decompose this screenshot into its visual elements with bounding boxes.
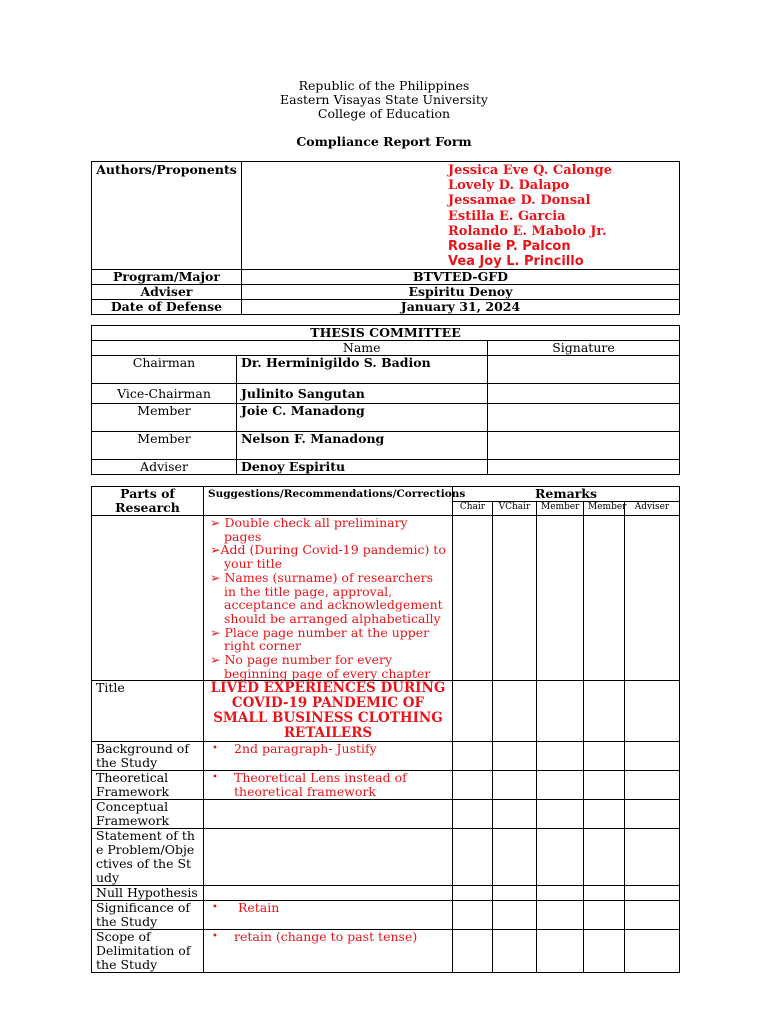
signature-cell[interactable]: [488, 404, 680, 432]
remark-cell[interactable]: [493, 742, 537, 771]
suggestion-cell: [204, 800, 453, 829]
author-name: Rosalie P. Palcon: [448, 239, 571, 255]
remark-cell[interactable]: [625, 886, 680, 901]
remark-cell[interactable]: [537, 886, 584, 901]
arrow-icon: ➢: [210, 515, 221, 530]
remark-cell[interactable]: [493, 681, 537, 742]
list-item: • retain (change to past tense): [212, 929, 418, 945]
remark-cell[interactable]: [584, 800, 625, 829]
author-name: Rolando E. Mabolo Jr.: [448, 223, 607, 239]
remarks-header: Remarks: [453, 487, 680, 502]
committee-name: Nelson F. Manadong: [237, 432, 488, 460]
remark-cell[interactable]: [493, 516, 537, 681]
suggestion-cell: [204, 886, 453, 901]
list-item: • Theoretical Lens instead of theoretical framework: [212, 770, 407, 800]
remark-cell[interactable]: [537, 930, 584, 973]
remark-cell[interactable]: [625, 742, 680, 771]
suggestion-cell: [204, 829, 453, 886]
signature-header: Signature: [488, 341, 680, 356]
remark-cell[interactable]: [493, 771, 537, 800]
program-value: BTVTED-GFD: [242, 270, 680, 285]
remark-cell[interactable]: [584, 771, 625, 800]
signature-cell[interactable]: [488, 384, 680, 404]
remark-cell[interactable]: [453, 681, 493, 742]
form-title: Compliance Report Form: [296, 134, 472, 149]
committee-role: Chairman: [92, 356, 237, 384]
remark-cell[interactable]: [537, 681, 584, 742]
list-item: ➢ Place page number at the upper right corner: [210, 624, 430, 654]
remark-col-member: Member: [537, 502, 584, 516]
bullet-icon: •: [212, 772, 218, 784]
title-suggestion: LIVED EXPERIENCES DURING COVID-19 PANDEMIC OF SMALL BUSINESS CLOTHING RETAILERS: [204, 681, 453, 742]
committee-role: Adviser: [92, 460, 237, 475]
part-label: Scope of Delimitation of the Study: [92, 930, 204, 973]
list-item: ➢ Names (surname) of researchers in the title page, approval, acceptance and acknowledgement should be arranged alphabetically: [210, 569, 443, 626]
suggestion-cell: [204, 742, 453, 771]
header-college: College of Education: [317, 106, 451, 121]
signature-cell[interactable]: [488, 356, 680, 384]
signature-cell[interactable]: [488, 432, 680, 460]
remark-cell[interactable]: [584, 829, 625, 886]
program-label: Program/Major: [92, 270, 242, 285]
committee-name: Joie C. Manadong: [237, 404, 488, 432]
preliminary-part-cell: [92, 516, 204, 681]
bullet-icon: •: [212, 902, 218, 914]
author-name: Jessamae D. Donsal: [448, 193, 591, 209]
remark-cell[interactable]: [584, 516, 625, 681]
committee-table: [91, 325, 680, 475]
suggestion-cell: [204, 901, 453, 930]
remark-cell[interactable]: [584, 930, 625, 973]
committee-blank-header: [92, 341, 237, 356]
bullet-icon: •: [212, 743, 218, 755]
committee-name: Denoy Espiritu: [237, 460, 488, 475]
committee-role: Vice-Chairman: [92, 384, 237, 404]
part-label: Null Hypothesis: [92, 886, 204, 901]
list-item: • 2nd paragraph- Justify: [212, 741, 377, 757]
part-label: Conceptual Framework: [92, 800, 204, 829]
author-name: Jessica Eve Q. Calonge: [448, 163, 613, 178]
remark-cell[interactable]: [453, 742, 493, 771]
part-label: Background of the Study: [92, 742, 204, 771]
author-name: Vea Joy L. Princillo: [448, 254, 584, 270]
suggestion-cell: [204, 771, 453, 800]
remark-cell[interactable]: [625, 516, 680, 681]
adviser-value: Espiritu Denoy: [242, 285, 680, 300]
remark-cell[interactable]: [453, 800, 493, 829]
remark-col-vchair: VChair: [493, 502, 537, 516]
arrow-icon: ➢: [210, 652, 221, 668]
header-university: Eastern Visayas State University: [280, 92, 488, 107]
defense-value: January 31, 2024: [242, 300, 680, 315]
remark-cell[interactable]: [453, 516, 493, 681]
remark-col-adviser: Adviser: [625, 502, 680, 516]
part-label: Title: [92, 681, 204, 742]
header-republic: Republic of the Philippines: [298, 78, 470, 93]
remark-cell[interactable]: [584, 742, 625, 771]
committee-name: Julinito Sangutan: [237, 384, 488, 404]
defense-label: Date of Defense: [92, 300, 242, 315]
list-item: ➢ Double check all preliminary pages: [210, 515, 408, 544]
signature-cell[interactable]: [488, 460, 680, 475]
remark-cell[interactable]: [493, 901, 537, 930]
remark-cell[interactable]: [537, 901, 584, 930]
arrow-icon: ➢: [210, 542, 221, 558]
committee-role: Member: [92, 404, 237, 432]
remark-cell[interactable]: [493, 800, 537, 829]
suggestion-cell: [204, 930, 453, 973]
remark-cell[interactable]: [493, 886, 537, 901]
remark-cell[interactable]: [584, 681, 625, 742]
remark-col-member: Member: [584, 502, 625, 516]
remark-cell[interactable]: [625, 901, 680, 930]
preliminary-suggestions: [204, 516, 453, 681]
review-table: [91, 486, 680, 973]
committee-name: Dr. Herminigildo S. Badion: [237, 356, 488, 384]
authors-label: Authors/Proponents: [92, 162, 242, 270]
list-item: • Retain: [212, 900, 280, 916]
remark-col-chair: Chair: [453, 502, 493, 516]
remark-cell[interactable]: [453, 771, 493, 800]
remark-cell[interactable]: [537, 829, 584, 886]
remark-cell[interactable]: [493, 829, 537, 886]
arrow-icon: ➢: [210, 569, 221, 585]
suggestions-header: Suggestions/Recommendations/Corrections: [204, 487, 453, 516]
remark-cell[interactable]: [453, 901, 493, 930]
part-label: Statement of the Problem/Objectives of the Study: [92, 829, 204, 886]
remark-cell[interactable]: [625, 800, 680, 829]
part-label: Theoretical Framework: [92, 771, 204, 800]
remark-cell[interactable]: [537, 742, 584, 771]
remark-cell[interactable]: [584, 886, 625, 901]
list-item: ➢Add (During Covid-19 pandemic) to your title: [210, 542, 446, 572]
parts-header: Parts of Research: [92, 487, 204, 516]
remark-cell[interactable]: [493, 930, 537, 973]
remark-cell[interactable]: [453, 829, 493, 886]
name-header: Name: [237, 341, 488, 356]
list-item: ➢ No page number for every beginning page of every chapter: [210, 652, 431, 681]
info-table: [91, 161, 680, 315]
arrow-icon: ➢: [210, 624, 221, 640]
author-name: Lovely D. Dalapo: [448, 178, 570, 194]
remark-cell[interactable]: [453, 930, 493, 973]
remark-cell[interactable]: [625, 771, 680, 800]
remark-cell[interactable]: [537, 516, 584, 681]
remark-cell[interactable]: [625, 930, 680, 973]
remark-cell[interactable]: [584, 901, 625, 930]
remark-cell[interactable]: [537, 800, 584, 829]
remark-cell[interactable]: [625, 681, 680, 742]
remark-cell[interactable]: [537, 771, 584, 800]
remark-cell[interactable]: [453, 886, 493, 901]
committee-title: THESIS COMMITTEE: [92, 326, 680, 341]
part-label: Significance of the Study: [92, 901, 204, 930]
adviser-label: Adviser: [92, 285, 242, 300]
remark-cell[interactable]: [625, 829, 680, 886]
author-name: Estilla E. Garcia: [448, 208, 566, 224]
bullet-icon: •: [212, 931, 218, 943]
authors-list: [242, 162, 680, 270]
committee-role: Member: [92, 432, 237, 460]
